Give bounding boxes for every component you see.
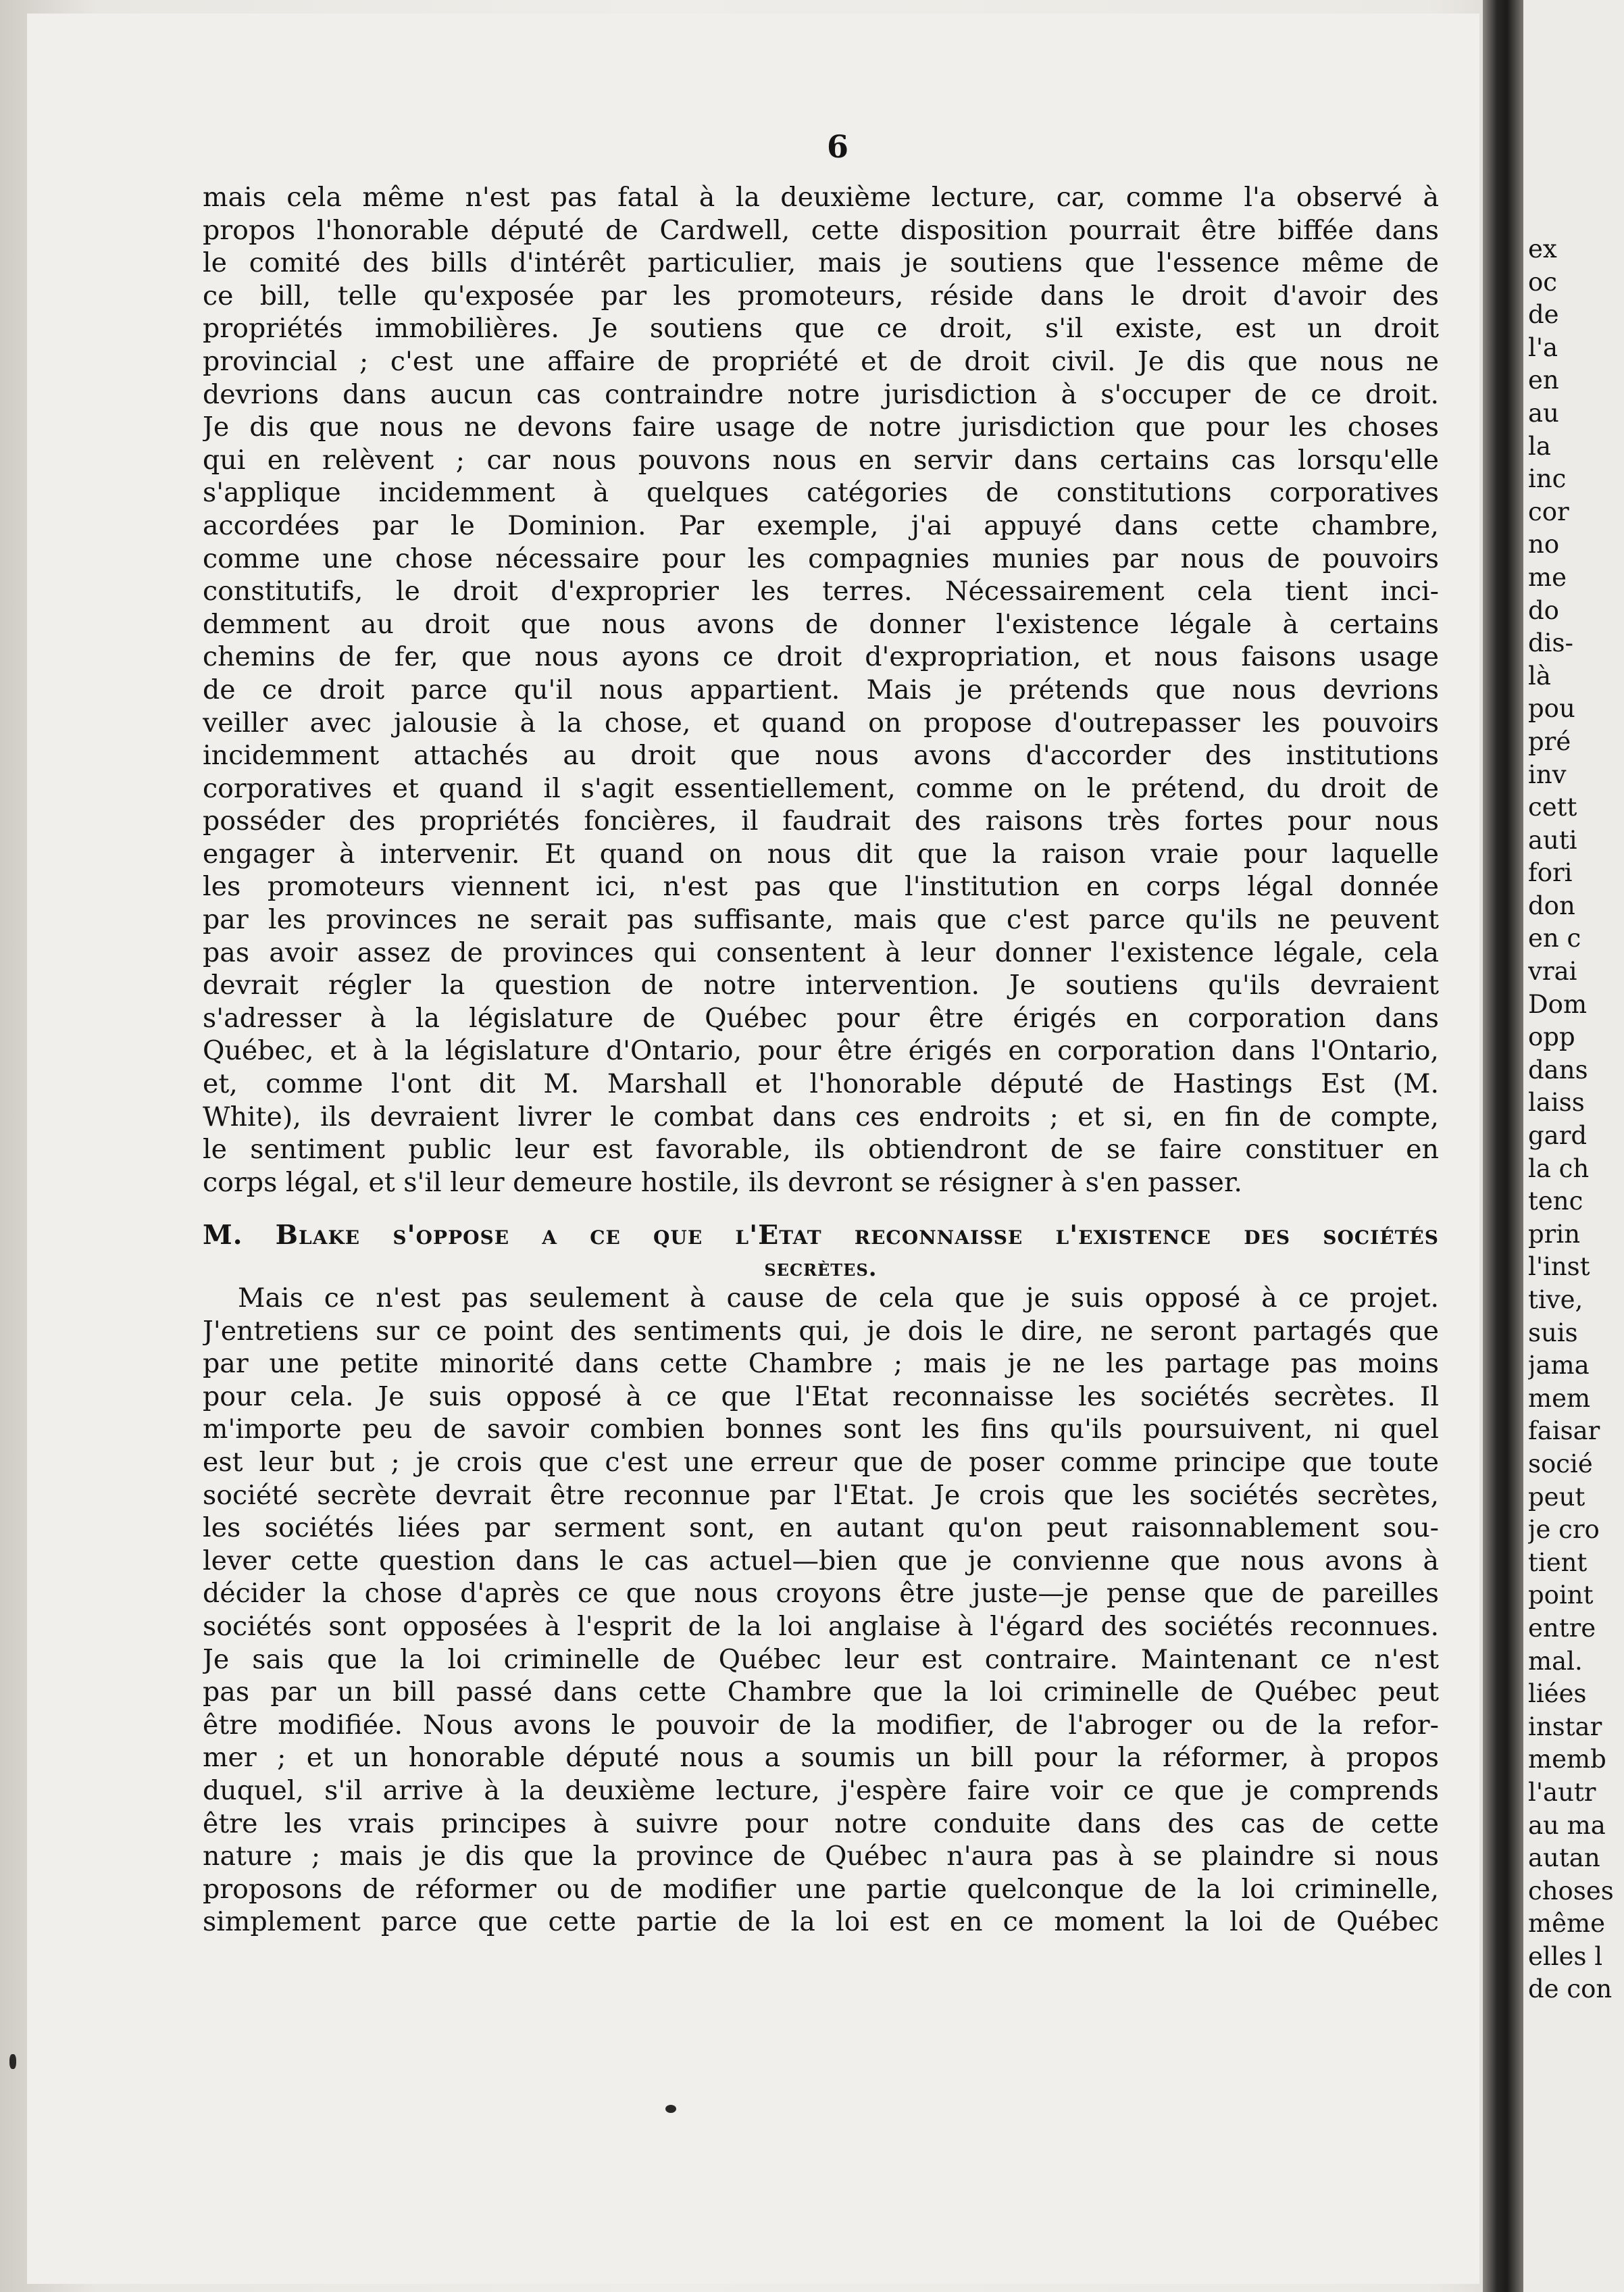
text-line: accordées par le Dominion. Par exemple, j'ai appuyé dans cette chambre,: [203, 509, 1439, 541]
adjacent-fragment: pré: [1528, 726, 1571, 756]
text-line: les promoteurs viennent ici, n'est pas que l'institution en corps légal donnée: [203, 871, 1439, 903]
text-line: mais cela même n'est pas fatal à la deuxième lecture, car, comme l'a observé à: [203, 182, 1439, 213]
adjacent-fragment: auti: [1528, 825, 1577, 855]
adjacent-fragment: au: [1528, 398, 1559, 428]
text-line: corps légal, et s'il leur demeure hostile, ils devront se résigner à s'en passer.: [203, 1166, 1242, 1198]
adjacent-fragment: inv: [1528, 759, 1567, 789]
text-line: décider la chose d'après ce que nous croyons être juste—je pense que de pareilles: [203, 1578, 1439, 1610]
text-line: proposons de réformer ou de modifier une partie quelconque de la loi criminelle,: [203, 1873, 1439, 1905]
text-line: le comité des bills d'intérêt particulier, mais je soutiens que l'essence même de: [203, 247, 1439, 279]
adjacent-fragment: tive,: [1528, 1285, 1583, 1314]
ink-spot: [9, 2054, 16, 2069]
text-line: par une petite minorité dans cette Chambre ; mais je ne les partage pas moins: [203, 1348, 1439, 1380]
text-line: les sociétés liées par serment sont, en autant qu'on peut raisonnablement sou-: [203, 1512, 1439, 1544]
adjacent-fragment: opp: [1528, 1022, 1575, 1052]
text-line: veiller avec jalousie à la chose, et quand on propose d'outrepasser les pouvoirs: [203, 707, 1439, 739]
adjacent-fragment: la ch: [1528, 1153, 1590, 1183]
adjacent-fragment: en: [1528, 366, 1559, 395]
text-line: société secrète devrait être reconnue par l'Etat. Je crois que les sociétés secrètes,: [203, 1479, 1439, 1511]
text-line: White), ils devraient livrer le combat dans ces endroits ; et si, en fin de compte,: [203, 1101, 1439, 1132]
text-line: devrait régler la question de notre intervention. Je soutiens qu'ils devraient: [203, 970, 1439, 1001]
adjacent-fragment: no: [1528, 530, 1560, 559]
adjacent-fragment: me: [1528, 562, 1567, 592]
text-line: s'applique incidemment à quelques catégories de constitutions corporatives: [203, 477, 1439, 509]
adjacent-fragment: prin: [1528, 1219, 1581, 1249]
text-line: constitutifs, le droit d'exproprier les terres. Nécessairement cela tient inci-: [203, 576, 1439, 607]
text-line: chemins de fer, que nous ayons ce droit d'expropriation, et nous faisons usage: [203, 641, 1439, 673]
text-line: pour cela. Je suis opposé à ce que l'Etat reconnaisse les sociétés secrètes. Il: [203, 1380, 1439, 1412]
text-line: le sentiment public leur est favorable, ils obtiendront de se faire constituer en: [203, 1134, 1439, 1166]
text-line: Je sais que la loi criminelle de Québec leur est contraire. Maintenant ce n'est: [203, 1643, 1439, 1675]
page-number: 6: [826, 128, 848, 165]
adjacent-fragment: dis-: [1528, 628, 1574, 658]
adjacent-fragment: autan: [1528, 1843, 1600, 1873]
adjacent-fragment: Dom: [1528, 989, 1588, 1019]
adjacent-fragment: suis: [1528, 1318, 1578, 1347]
adjacent-fragment: cett: [1528, 793, 1577, 822]
text-line: simplement parce que cette partie de la loi est en ce moment la loi de Québec: [203, 1906, 1439, 1938]
adjacent-page-text: [1528, 233, 1624, 2006]
text-line: par les provinces ne serait pas suffisante, mais que c'est parce qu'ils ne peuvent: [203, 904, 1439, 936]
text-line: corporatives et quand il s'agit essentiellement, comme on le prétend, du droit de: [203, 772, 1439, 804]
adjacent-fragment: l'a: [1528, 332, 1558, 362]
section-heading: [203, 1219, 1439, 1282]
adjacent-fragment: pou: [1528, 694, 1575, 724]
adjacent-fragment: l'inst: [1528, 1252, 1590, 1282]
adjacent-fragment: je cro: [1528, 1515, 1600, 1545]
text-line: sociétés sont opposées à l'esprit de la loi anglaise à l'égard des sociétés reconnues.: [203, 1610, 1439, 1642]
main-text-column: [203, 181, 1439, 1939]
paragraph-2: [203, 1282, 1439, 1939]
adjacent-fragment: jama: [1528, 1351, 1590, 1380]
text-line: devrions dans aucun cas contraindre notre jurisdiction à s'occuper de ce droit.: [203, 378, 1439, 410]
adjacent-fragment: entre: [1528, 1613, 1596, 1643]
adjacent-fragment: l'autr: [1528, 1777, 1596, 1807]
text-line: Je dis que nous ne devons faire usage de notre jurisdiction que pour les choses: [203, 412, 1439, 443]
adjacent-fragment: oc: [1528, 267, 1557, 297]
adjacent-fragment: memb: [1528, 1745, 1606, 1774]
ink-spot: [665, 2105, 676, 2113]
adjacent-fragment: instar: [1528, 1712, 1602, 1741]
adjacent-fragment: vrai: [1528, 957, 1577, 987]
text-line: qui en relèvent ; car nous pouvons nous en servir dans certains cas lorsqu'elle: [203, 444, 1439, 476]
adjacent-fragment: gard: [1528, 1121, 1588, 1151]
text-line: et, comme l'ont dit M. Marshall et l'honorable député de Hastings Est (M.: [203, 1068, 1439, 1100]
text-line: pas par un bill passé dans cette Chambre que la loi criminelle de Québec peut: [203, 1676, 1439, 1708]
heading-line: M. Blake s'oppose a ce que l'Etat reconnaisse l'existence des sociétés: [203, 1220, 1439, 1251]
adjacent-fragment: choses: [1528, 1876, 1614, 1905]
text-line: s'adresser à la législature de Québec pour être érigés en corporation dans: [203, 1002, 1439, 1034]
text-line: Québec, et à la législature d'Ontario, pour être érigés en corporation dans l'Ontario,: [203, 1035, 1439, 1067]
text-line: propriétés immobilières. Je soutiens que ce droit, s'il existe, est un droit: [203, 313, 1439, 345]
text-line: de ce droit parce qu'il nous appartient. Mais je prétends que nous devrions: [203, 674, 1439, 705]
adjacent-fragment: elles l: [1528, 1941, 1603, 1971]
text-line: engager à intervenir. Et quand on nous dit que la raison vraie pour laquelle: [203, 838, 1439, 870]
adjacent-fragment: dans: [1528, 1055, 1588, 1085]
text-line: comme une chose nécessaire pour les compagnies munies par nous de pouvoirs: [203, 543, 1439, 574]
paragraph-1: [203, 181, 1439, 1199]
text-line: J'entretiens sur ce point des sentiments qui, je dois le dire, ne seront partagés que: [203, 1315, 1439, 1347]
text-line: incidemment attachés au droit que nous avons d'accorder des institutions: [203, 740, 1439, 772]
text-line: posséder des propriétés foncières, il faudrait des raisons très fortes pour nous: [203, 805, 1439, 837]
adjacent-fragment: peut: [1528, 1482, 1585, 1512]
adjacent-fragment: tient: [1528, 1547, 1588, 1577]
adjacent-fragment: laiss: [1528, 1088, 1585, 1118]
adjacent-fragment: en c: [1528, 924, 1581, 953]
adjacent-fragment: au ma: [1528, 1810, 1606, 1840]
text-line: être modifiée. Nous avons le pouvoir de la modifier, de l'abroger ou de la refor-: [203, 1709, 1439, 1741]
adjacent-fragment: la: [1528, 431, 1551, 461]
adjacent-fragment: mem: [1528, 1383, 1591, 1413]
adjacent-fragment: faisar: [1528, 1416, 1600, 1446]
adjacent-fragment: liées: [1528, 1679, 1587, 1709]
adjacent-fragment: point: [1528, 1580, 1594, 1610]
adjacent-fragment: même: [1528, 1909, 1605, 1939]
heading-line-continued: secrètes.: [764, 1255, 878, 1282]
text-line: m'importe peu de savoir combien bonnes sont les fins qu'ils poursuivent, ni quel: [203, 1414, 1439, 1445]
text-line: ce bill, telle qu'exposée par les promoteurs, réside dans le droit d'avoir des: [203, 280, 1439, 312]
adjacent-fragment: là: [1528, 661, 1551, 691]
adjacent-fragment: tenc: [1528, 1187, 1583, 1216]
adjacent-fragment: de: [1528, 300, 1559, 330]
adjacent-fragment: cor: [1528, 497, 1569, 526]
text-line: Mais ce n'est pas seulement à cause de cela que je suis opposé à ce projet.: [238, 1282, 1439, 1314]
text-line: provincial ; c'est une affaire de propriété et de droit civil. Je dis que nous ne: [203, 345, 1439, 377]
text-line: nature ; mais je dis que la province de Québec n'aura pas à se plaindre si nous: [203, 1841, 1439, 1872]
text-line: propos l'honorable député de Cardwell, cette disposition pourrait être biffée dans: [203, 214, 1439, 246]
adjacent-fragment: ex: [1528, 234, 1557, 264]
text-line: lever cette question dans le cas actuel—bien que je convienne que nous avons à: [203, 1545, 1439, 1576]
text-line: demment au droit que nous avons de donner l'existence légale à certains: [203, 608, 1439, 640]
text-line: pas avoir assez de provinces qui consentent à leur donner l'existence légale, cela: [203, 937, 1439, 968]
adjacent-fragment: don: [1528, 891, 1575, 920]
text-line: mer ; et un honorable député nous a soumis un bill pour la réformer, à propos: [203, 1742, 1439, 1774]
adjacent-fragment: de con: [1528, 1974, 1613, 2004]
text-line: est leur but ; je crois que c'est une erreur que de poser comme principe que toute: [203, 1446, 1439, 1478]
adjacent-fragment: fori: [1528, 858, 1573, 888]
adjacent-fragment: mal.: [1528, 1646, 1583, 1676]
text-line: duquel, s'il arrive à la deuxième lecture, j'espère faire voir ce que je comprends: [203, 1774, 1439, 1806]
adjacent-fragment: socié: [1528, 1449, 1593, 1478]
book-gutter: [1483, 0, 1523, 2292]
adjacent-fragment: do: [1528, 595, 1559, 625]
text-line: être les vrais principes à suivre pour notre conduite dans des cas de cette: [203, 1808, 1439, 1839]
adjacent-fragment: inc: [1528, 464, 1567, 494]
